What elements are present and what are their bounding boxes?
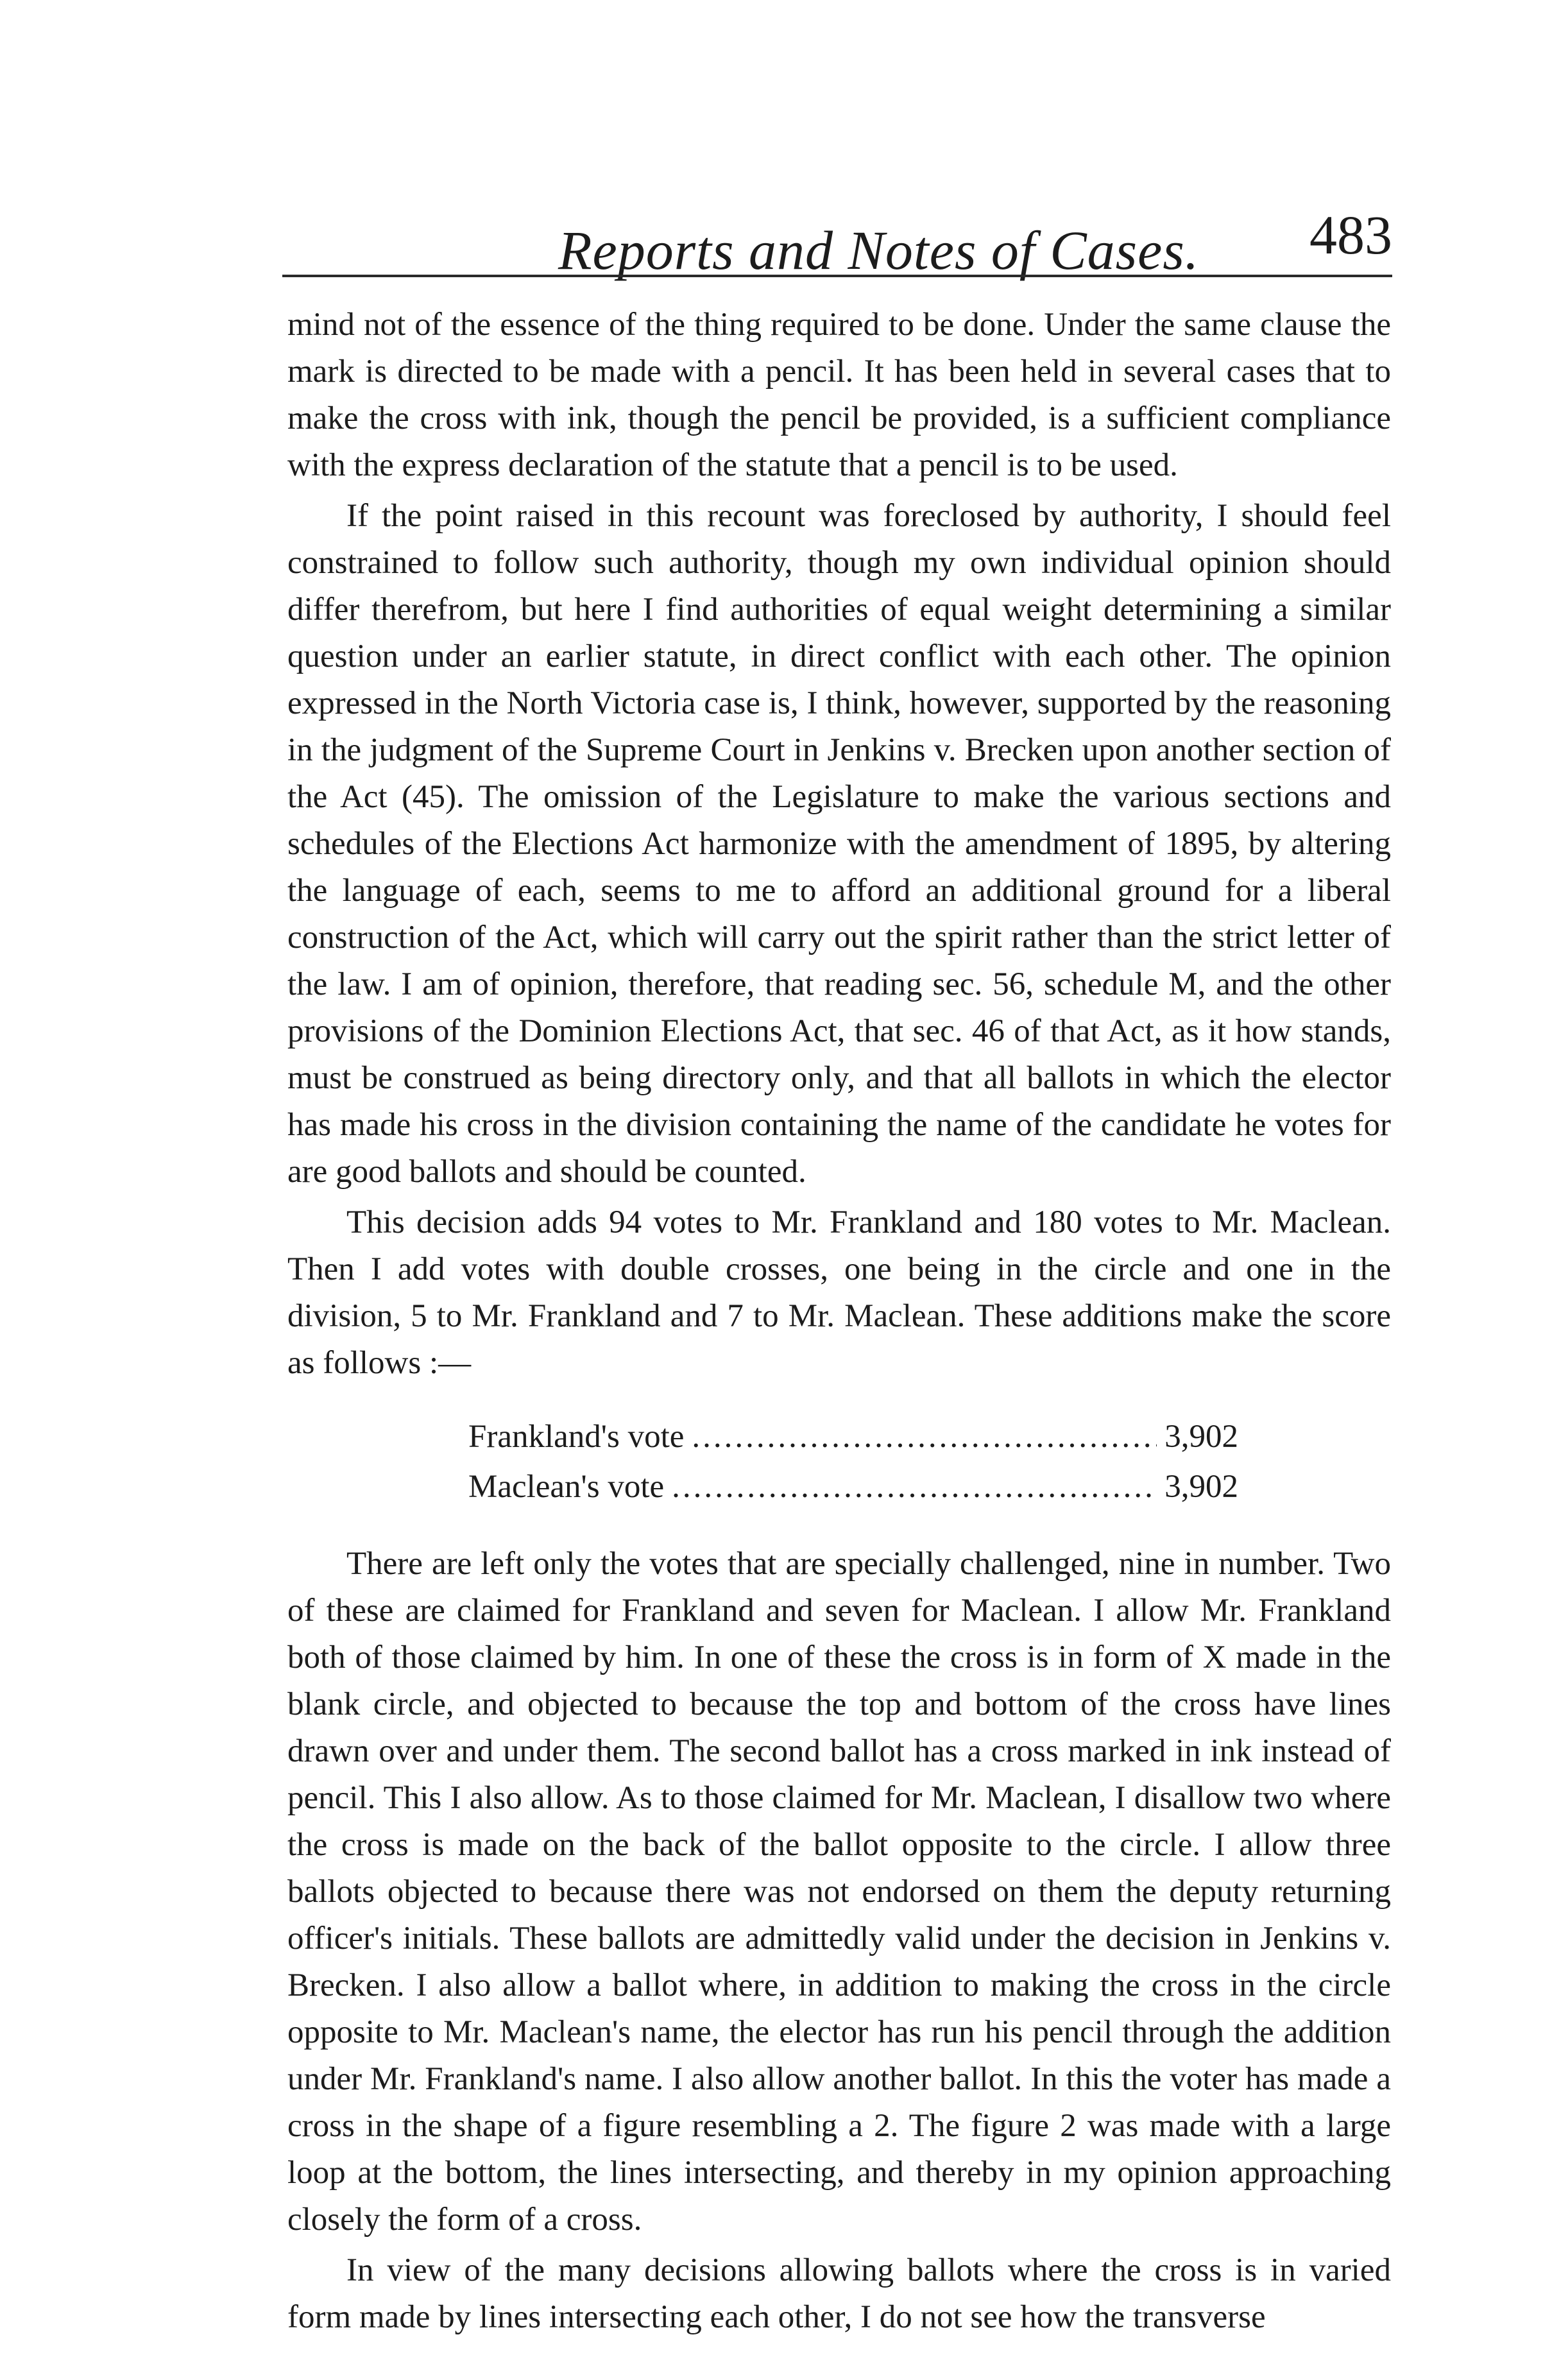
- paragraph: There are left only the votes that are specially challenged, nine in number. Two of these are claimed for Frankland and seven for Maclean. I allow Mr. Frankland both of those claimed by him. In one of these the cross is in form of X made in the blank circle, and objected to because the top and bottom of the cross have lines drawn over and under them. The second ballot has a cross marked in ink instead of pencil. This I also allow. As to those claimed for Mr. Maclean, I disallow two where the cross is made on the back of the ballot opposite to the circle. I allow three ballots objected to because there was not endorsed on them the deputy returning officer's initials. These ballots are admittedly valid under the decision in Jenkins v. Brecken. I also allow a ballot where, in addition to making the cross in the circle opposite to Mr. Maclean's name, the elector has run his pencil through the addition under Mr. Frankland's name. I also allow another ballot. In this the voter has made a cross in the shape of a figure resembling a 2. The figure 2 was made with a large loop at the bottom, the lines intersecting, and thereby in my opinion approaching closely the form of a cross.: [287, 1546, 1391, 2238]
- vote-score-table: [468, 1414, 1238, 1514]
- page-header: [269, 193, 1411, 289]
- running-title: Reports and Notes of Cases.: [558, 219, 1200, 281]
- vote-row-frankland: [468, 1414, 1238, 1464]
- vote-name: Maclean's vote: [468, 1469, 665, 1505]
- vote-row-maclean: [468, 1464, 1238, 1514]
- paragraph: If the point raised in this recount was foreclosed by authority, I should feel constrained to follow such authority, though my own individual opinion should differ therefrom, but here I find authorities of equal weight determining a similar question under an earlier statute, in direct conflict with each other. The opinion expressed in the North Victoria case is, I think, however, supported by the reasoning in the judgment of the Supreme Court in Jenkins v. Brecken upon another section of the Act (45). The omission of the Legislature to make the various sections and schedules of the Elections Act harmonize with the amendment of 1895, by altering the language of each, seems to me to afford an additional ground for a liberal construction of the Act, which will carry out the spirit rather than the strict letter of the law. I am of opinion, therefore, that reading sec. 56, schedule M, and the other provisions of the Dominion Elections Act, that sec. 46 of that Act, as it how stands, must be construed as being directory only, and that all ballots in which the elector has made his cross in the division containing the name of the candidate he votes for are good ballots and should be counted.: [287, 498, 1391, 1190]
- page-number: 483: [1309, 204, 1392, 266]
- vote-count: 3,902: [1164, 1469, 1238, 1505]
- dot-leader: [672, 1464, 1157, 1511]
- header-rule: [282, 275, 1392, 277]
- paragraph: In view of the many decisions allowing ballots where the cross is in varied form made by lines intersecting each other, I do not see how the transverse: [287, 2252, 1391, 2335]
- body-text: [287, 302, 1391, 2341]
- paragraph: This decision adds 94 votes to Mr. Frankland and 180 votes to Mr. Maclean. Then I add votes with double crosses, one being in the circle and one in the division, 5 to Mr. Frankland and 7 to Mr. Maclean. These additions make the score as follows :—: [287, 1204, 1391, 1381]
- vote-name: Frankland's vote: [468, 1419, 685, 1455]
- paragraph-continuation: mind not of the essence of the thing required to be done. Under the same clause the mark is directed to be made with a pencil. It has been held in several cases that to make the cross with ink, though the pencil be provided, is a sufficient compliance with the express declaration of the statute that a pencil is to be used.: [287, 307, 1391, 483]
- vote-count: 3,902: [1164, 1419, 1238, 1455]
- dot-leader: [692, 1414, 1157, 1460]
